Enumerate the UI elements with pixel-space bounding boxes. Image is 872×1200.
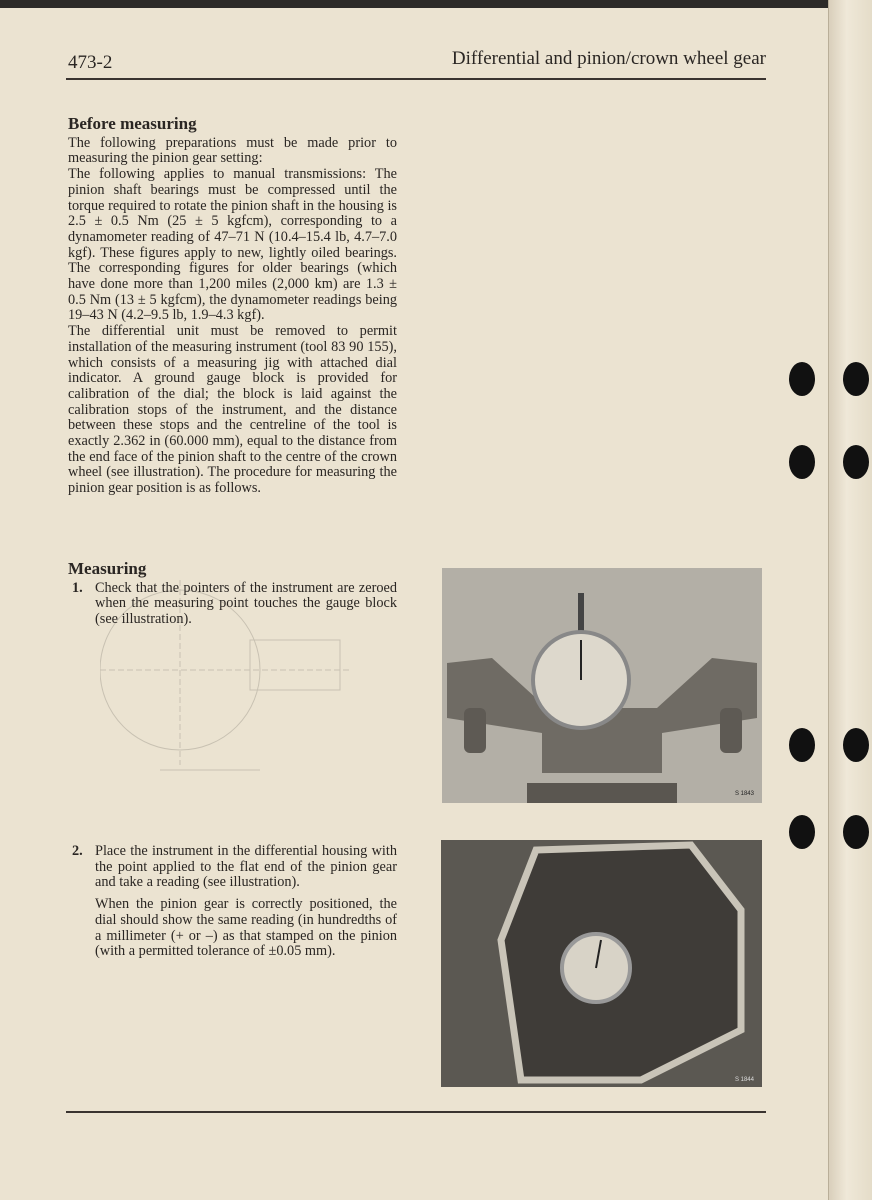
figure-caption: S 1844 [734,1077,754,1083]
paragraph: The differential unit must be removed to permit installation of the measuring instrument (tool 83 90 155), which consists of a measuring jig with attached dial indicator. A ground gauge block is provided for calibration of the dial; the block is laid against the calibration stops of the instrument, and the distance between these stops and the centreline of the tool is exactly 2.362 in (60.000 mm), equal to the distance from the end face of the pinion shaft to the centre of the crown wheel (see illustration). The procedure for measuring the pinion gear position is as follows. [68,323,397,497]
step-2 [68,844,397,960]
footer-rule [66,1111,766,1113]
step-text: Place the instrument in the differential housing with the point applied to the flat end of the pinion gear and take a reading (see illustration). [95,843,397,891]
section-heading: Measuring [68,559,147,578]
step-number: 2. [72,843,83,859]
punch-hole [843,362,869,396]
step-number: 1. [72,579,83,596]
page-title: Differential and pinion/crown wheel gear [451,48,766,69]
paragraph: The following applies to manual transmissions: The pinion shaft bearings must be compressed until the torque required to rotate the pinion shaft in the housing is 2.5 ± 0.5 Nm (25 ± 5 kgfcm), corresponding to a dynamometer reading of 47–71 N (10.4–15.4 lb, 4.7–7.0 kgf). These figures apply to new, lightly oiled bearings. The corresponding figures for older bearings (which have done more than 1,200 miles (2,000 km) are 1.3 ± 0.5 Nm (13 ± 5 kgfcm), the dynamometer readings being 19–43 N (4.2–9.5 lb, 1.9–4.3 kgf). [68,166,397,324]
punch-hole [789,728,815,762]
photo-instrument-in-housing [441,840,762,1087]
before-measuring-section [68,116,397,497]
punch-hole [843,815,869,849]
punch-hole [789,815,815,849]
housing-illustration [441,840,762,1087]
figure-caption: S 1843 [734,791,754,797]
step-1 [68,581,397,628]
page-number: 473-2 [68,52,113,73]
punch-hole [843,728,869,762]
punch-hole [789,445,815,479]
section-heading: Before measuring [68,114,197,133]
punch-hole [789,362,815,396]
binder-edge [828,0,872,1200]
measuring-section [68,561,397,628]
scan-top-edge [0,0,872,8]
step-note: When the pinion gear is correctly positioned, the dial should show the same reading (in hundredths of a millimeter (+ or –) as that stamped on the pinion (with a permitted tolerance of ±0.05 mm). [95,896,397,960]
step-2-block [68,844,397,960]
header-rule [66,78,766,80]
photo-measuring-jig [442,568,762,803]
punch-hole [843,445,869,479]
paragraph: The following preparations must be made prior to measuring the pinion gear setting: [68,134,397,167]
jig-illustration [442,568,762,803]
step-text: Check that the pointers of the instrument are zeroed when the measuring point touches the gauge block (see illustration). [95,579,397,628]
